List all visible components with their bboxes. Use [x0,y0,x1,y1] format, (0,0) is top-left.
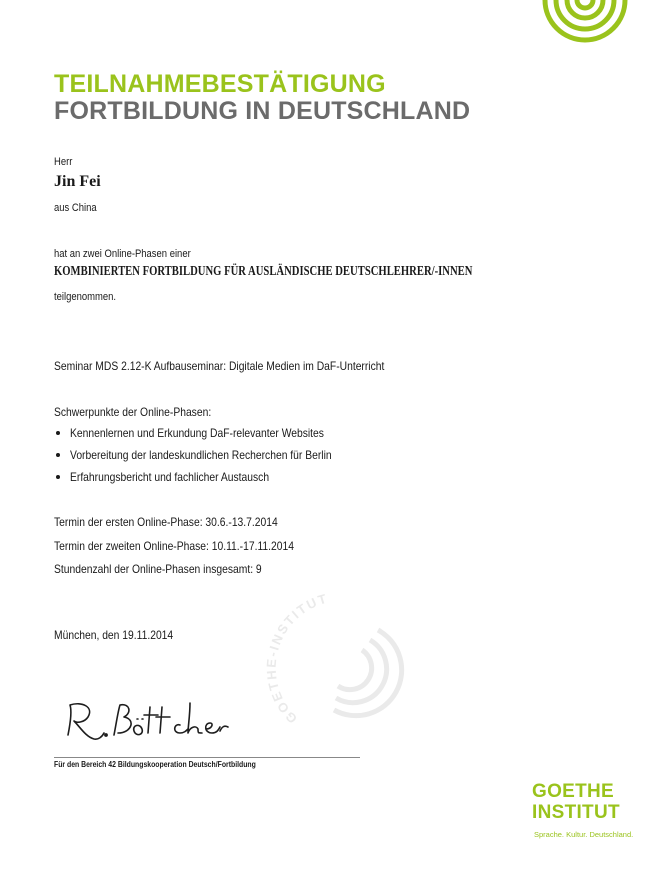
focus-heading [54,405,237,419]
list-item-text: Kennenlernen und Erkundung DaF-relevanter Websites [70,426,324,440]
salutation-text: Herr [54,156,73,168]
logo-word-institut: INSTITUT [532,802,620,823]
signature-line [54,757,360,758]
signature-image [60,697,230,745]
phase1-date [54,515,314,529]
focus-heading-text: Schwerpunkte der Online-Phasen: [54,405,212,419]
recipient-salutation [54,156,75,168]
page-subtitle: FORTBILDUNG IN DEUTSCHLAND [54,97,471,125]
page-title: TEILNAHMEBESTÄTIGUNG [54,70,386,98]
intro-text: hat an zwei Online-Phasen einer [54,248,191,260]
svg-text:GOETHE-INSTITUT [264,590,330,726]
watermark-text: GOETHE-INSTITUT [263,590,330,727]
hours-text: Stundenzahl der Online-Phasen insgesamt: 9 [54,562,262,576]
bullet-icon [56,453,60,457]
seminar-line [54,359,438,373]
seminar-text: Seminar MDS 2.12-K Aufbauseminar: Digitale Medien im DaF-Unterricht [54,359,385,373]
course-intro [54,248,213,260]
bullet-icon [56,475,60,479]
signature-caption [54,760,289,769]
participated-text: teilgenommen. [54,291,117,303]
recipient-origin [54,202,104,214]
logo-word-goethe: GOETHE [532,781,615,802]
goethe-watermark-seal [258,578,418,738]
phase1-text: Termin der ersten Online-Phase: 30.6.-13.7.2014 [54,515,278,529]
recipient-name: Jin Fei [54,173,101,190]
list-item-text: Vorbereitung der landeskundlichen Recherchen für Berlin [70,448,332,462]
phase2-date [54,539,333,553]
goethe-institut-logo [532,782,636,846]
place-date [54,628,193,642]
signature-caption-text: Für den Bereich 42 Bildungskooperation Deutsch/Fortbildung [54,760,256,769]
phase2-text: Termin der zweiten Online-Phase: 10.11.-17.11.2014 [54,539,294,553]
origin-text: aus China [54,202,97,214]
place-date-text: München, den 19.11.2014 [54,628,174,642]
list-item-text: Erfahrungsbericht und fachlicher Austausch [70,470,270,484]
course-title-text: KOMBINIERTEN FORTBILDUNG FÜR AUSLÄNDISCHE DEUTSCHLEHRER/-INNEN [54,264,473,279]
course-participated [54,291,126,303]
total-hours [54,562,295,576]
logo-tagline: Sprache. Kultur. Deutschland. [534,830,634,839]
bullet-icon [56,431,60,435]
course-title [54,264,605,280]
goethe-logo-arcs-icon [540,0,630,48]
